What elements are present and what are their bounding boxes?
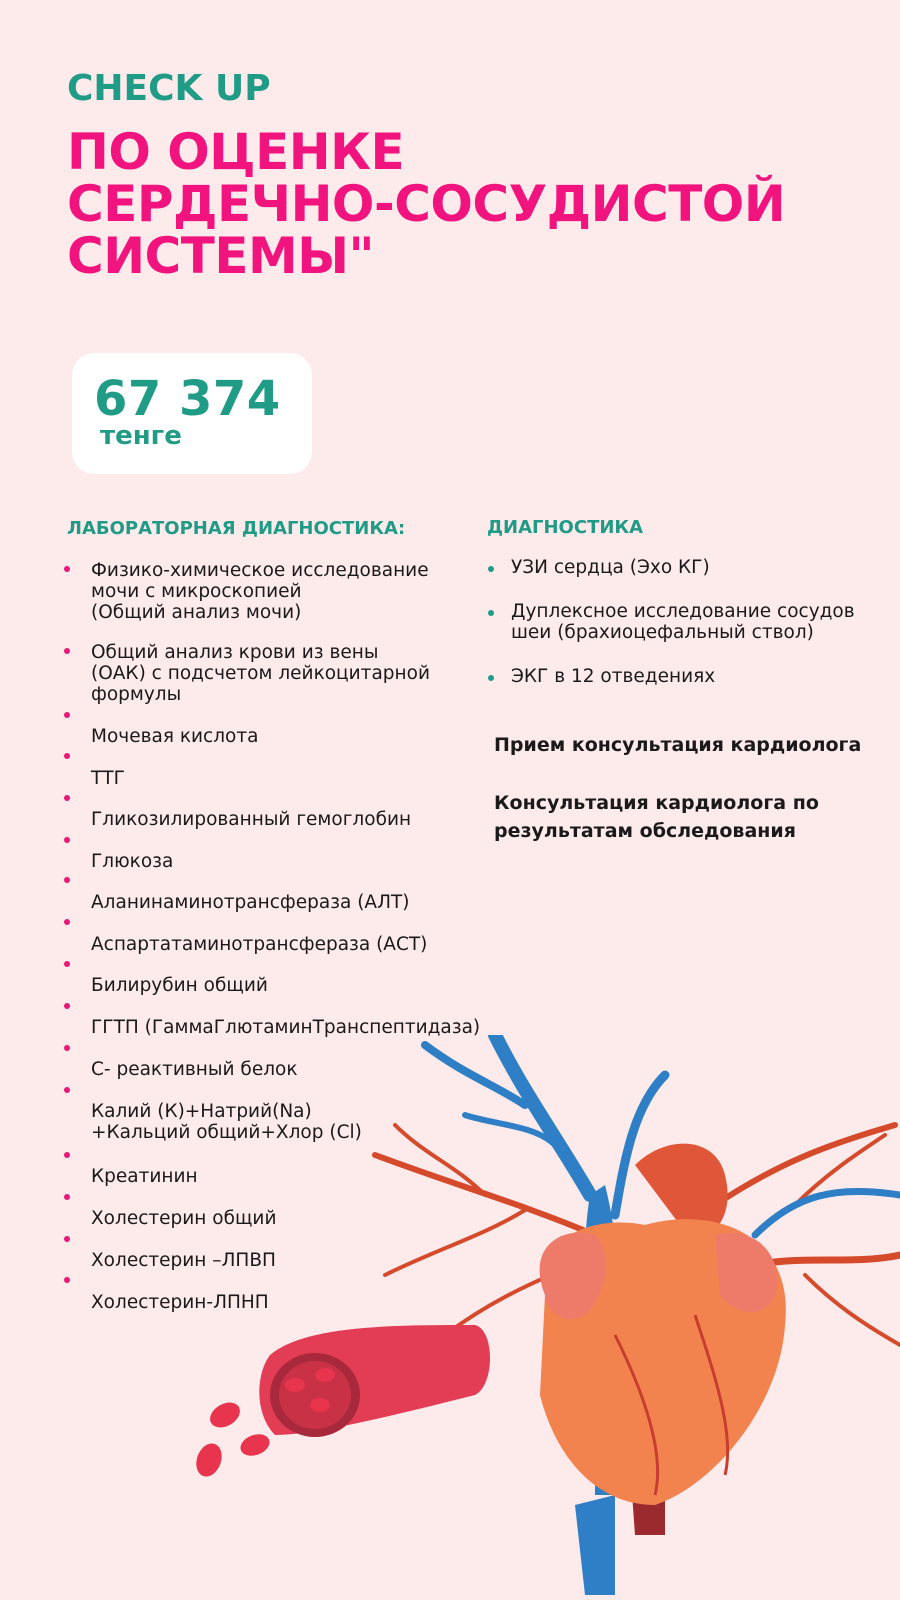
bullet-dot xyxy=(488,566,494,572)
diagnostics-item-text: ЭКГ в 12 отведениях xyxy=(511,666,716,687)
lab-item-text: Общий анализ крови из вены (ОАК) с подсчетом лейкоцитарной формулы xyxy=(91,642,430,705)
artery-branch xyxy=(385,1210,525,1275)
bullet-dot xyxy=(64,1194,70,1200)
lab-item-text: ТТГ xyxy=(91,768,125,789)
bullet-dot xyxy=(488,675,494,681)
cardiologist-followup-consultation: Консультация кардиолога по результатам обследования xyxy=(494,792,819,842)
vessel-branch xyxy=(495,1035,590,1195)
checkup-kicker: CHECK UP xyxy=(67,68,271,109)
bullet-dot xyxy=(64,753,70,759)
vessel-branch xyxy=(755,1191,900,1235)
bullet-dot xyxy=(64,1277,70,1283)
title-line: СЕРДЕЧНО-СОСУДИСТОЙ xyxy=(67,175,786,233)
lab-item-text: Физико-химическое исследование мочи с микроскопией (Общий анализ мочи) xyxy=(91,560,429,623)
lab-item-text: Калий (К)+Натрий(Na) +Кальций общий+Хлор (Cl) xyxy=(91,1101,362,1143)
red-blood-cell xyxy=(285,1378,305,1392)
vessel-lumen xyxy=(279,1361,351,1429)
bullet-dot xyxy=(64,648,70,654)
title-line: ПО ОЦЕНКЕ xyxy=(67,123,405,181)
diagnostics-item-text: Дуплексное исследование сосудов шеи (брахиоцефальный ствол) xyxy=(511,601,855,643)
lab-item-text: Холестерин общий xyxy=(91,1208,277,1229)
diagnostics-item-text: УЗИ сердца (Эхо КГ) xyxy=(511,557,710,578)
bullet-dot xyxy=(64,1003,70,1009)
title-line: СИСТЕМЫ" xyxy=(67,227,375,285)
lab-item-text: Глюкоза xyxy=(91,851,174,872)
heart-illustration xyxy=(195,1035,900,1600)
cardiologist-consultation: Прием консультация кардиолога xyxy=(494,734,862,756)
artery-branch xyxy=(805,1275,900,1345)
artery-branch xyxy=(755,1255,900,1265)
page-title xyxy=(67,123,887,285)
bullet-dot xyxy=(64,919,70,925)
lab-item-text: Креатинин xyxy=(91,1166,198,1187)
lab-item-text: ГГТП (ГаммаГлютаминТранспептидаза) xyxy=(91,1017,481,1038)
price-currency: тенге xyxy=(100,421,182,451)
red-blood-cell xyxy=(310,1398,330,1412)
lab-item-text: Аланинаминотрансфераза (АЛТ) xyxy=(91,892,410,913)
bullet-dot xyxy=(64,1152,70,1158)
lab-item-text: Билирубин общий xyxy=(91,975,268,996)
lab-item-text: Холестерин –ЛПВП xyxy=(91,1250,276,1271)
red-blood-cell xyxy=(195,1440,226,1480)
bullet-dot xyxy=(488,610,494,616)
lab-item-text: Гликозилированный гемоглобин xyxy=(91,809,412,830)
vena-base xyxy=(575,1495,615,1595)
bullet-dot xyxy=(64,712,70,718)
bullet-dot xyxy=(64,877,70,883)
lab-item-text: Мочевая кислота xyxy=(91,726,259,747)
price-value: 67 374 xyxy=(94,371,281,427)
lab-section-title: ЛАБОРАТОРНАЯ ДИАГНОСТИКА: xyxy=(67,518,406,539)
red-blood-cell xyxy=(206,1397,245,1432)
red-blood-cell xyxy=(315,1368,335,1382)
price-card xyxy=(72,353,312,474)
bullet-dot xyxy=(64,1236,70,1242)
red-blood-cell xyxy=(237,1430,272,1459)
lab-item-text: Холестерин-ЛПНП xyxy=(91,1292,269,1313)
bullet-dot xyxy=(64,837,70,843)
bullet-dot xyxy=(64,1045,70,1051)
lab-item-text: Аспартатаминотрансфераза (АСТ) xyxy=(91,934,428,955)
lab-item-text: С- реактивный белок xyxy=(91,1059,298,1080)
artery-branch xyxy=(395,1125,485,1195)
bullet-dot xyxy=(64,566,70,572)
bullet-dot xyxy=(64,795,70,801)
diagnostics-section-title: ДИАГНОСТИКА xyxy=(487,517,644,538)
bullet-dot xyxy=(64,961,70,967)
bullet-dot xyxy=(64,1087,70,1093)
